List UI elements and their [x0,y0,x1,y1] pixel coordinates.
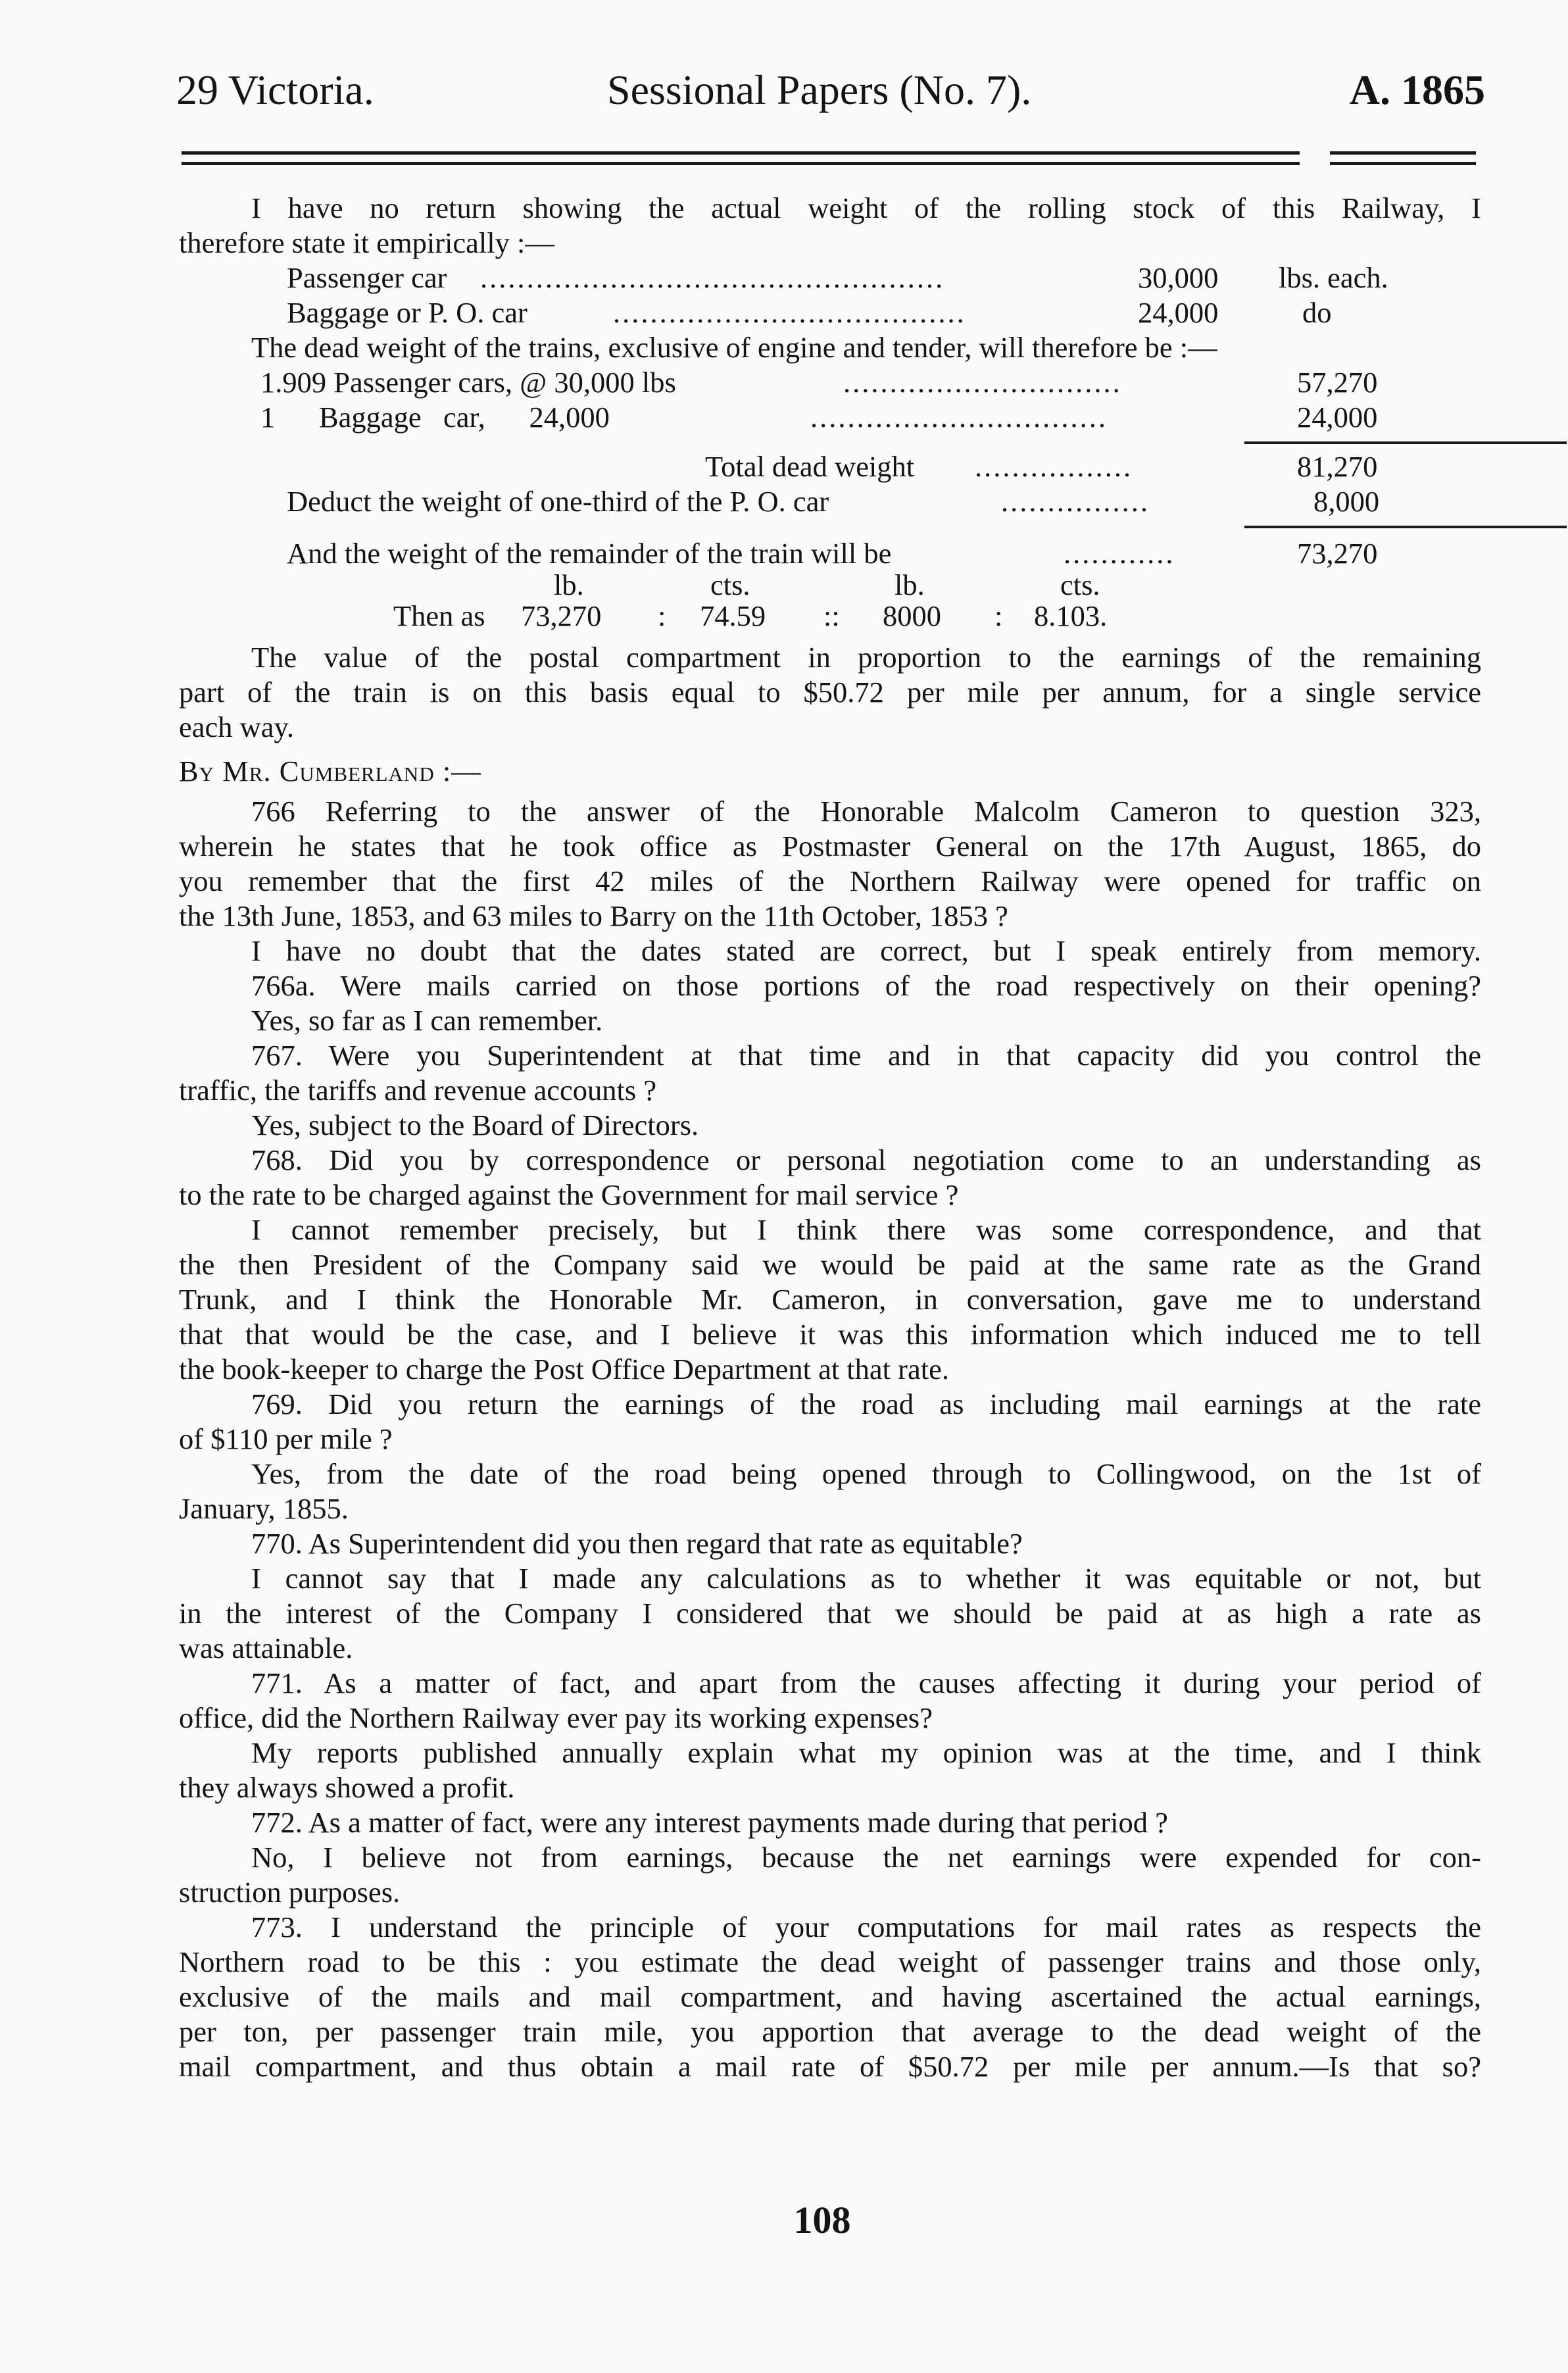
page-body [179,191,1481,2084]
leader-dots: ............ [1064,537,1175,570]
ratio-separator: :: [823,599,840,632]
leader-dots: ................................ [810,401,1108,434]
ratio-separator: : [658,599,666,632]
sum-rule [1244,441,1567,444]
testimony-line: 770. As Superintendent did you then regard that rate as equitable? [251,1527,1023,1560]
testimony-line: 766 Referring to the answer of the Honorable Malcolm Cameron to question 323, [251,795,1481,828]
testimony-line: 773. I understand the principle of your computations for mail rates as respects the [251,1911,1481,1943]
testimony-line: 769. Did you return the earnings of the road as including mail earnings at the rate [251,1387,1481,1420]
testimony-line: 767. Were you Superintendent at that time and in that capacity did you control the [251,1039,1481,1072]
testimony-line: they always showed a profit. [179,1771,515,1804]
running-head-regnal-year: 29 Victoria. [176,66,374,113]
text-line: therefore state it empirically :— [179,226,554,259]
testimony-line: 768. Did you by correspondence or personal negotiation come to an understanding as [251,1143,1481,1176]
total-label: Total dead weight [705,450,915,483]
ratio-term: 8000 [883,599,941,632]
ratio-prefix: Then as [393,599,485,632]
deduct-value: 8,000 [1313,485,1380,518]
leader-dots: ................. [975,450,1133,483]
weight-label: Passenger car [287,261,447,294]
dead-weight-label: 1 Baggage car, 24,000 [260,401,610,434]
dead-weight-row [179,365,1481,400]
ratio-separator: : [994,599,1003,632]
ratio-unit: lb. [554,568,584,601]
weight-unit: lbs. each. [1279,261,1388,294]
testimony [179,794,1481,2084]
testimony-line: was attainable. [179,1632,353,1664]
remainder-row [179,536,1481,571]
testimony-line: No, I believe not from earnings, because the net earnings were expended for con- [251,1841,1481,1874]
testimony-line: January, 1855. [179,1492,349,1525]
dead-weight-label: 1.909 Passenger cars, @ 30,000 lbs [260,366,676,399]
weight-label: Baggage or P. O. car [287,296,527,329]
ratio-line [179,599,1481,634]
testimony-line: My reports published annually explain what my opinion was at the time, and I think [251,1736,1481,1769]
testimony-line: the then President of the Company said we would be paid at the same rate as the Grand [179,1248,1481,1281]
weight-unit: do [1302,296,1332,329]
examiner-heading: By Mr. Cumberland :— [179,755,481,787]
text-line: The dead weight of the trains, exclusive of engine and tender, will therefore be :— [251,331,1217,364]
testimony-line: I have no doubt that the dates stated are correct, but I speak entirely from memory. [251,934,1481,967]
ratio-unit: cts. [710,568,750,601]
testimony-line: office, did the Northern Railway ever pay its working expenses? [179,1701,933,1734]
ratio-unit: cts. [1060,568,1100,601]
testimony-line: that that would be the case, and I believe it was this information which induced me to tell [179,1318,1481,1351]
total-row [179,449,1481,484]
testimony-line: Trunk, and I think the Honorable Mr. Cameron, in conversation, gave me to understand [179,1283,1481,1316]
testimony-line: 771. As a matter of fact, and apart from the causes affecting it during your period of [251,1666,1481,1699]
testimony-line: the book-keeper to charge the Post Office Department at that rate. [179,1353,949,1386]
deduct-label: Deduct the weight of one-third of the P. O. car [287,485,829,518]
text-line: I have no return showing the actual weight of the rolling stock of this Railway, I [251,191,1481,224]
leader-dots: .................................................. [480,261,945,294]
testimony-line: I cannot remember precisely, but I think there was some correspondence, and that [251,1213,1481,1246]
weight-value: 24,000 [1138,296,1219,329]
page-number: 108 [793,2199,851,2241]
dead-weight-row [179,400,1481,435]
testimony-line: Yes, so far as I can remember. [251,1004,603,1037]
testimony-line: of $110 per mile ? [179,1422,393,1455]
ratio-term: 73,270 [521,599,602,632]
sum-rule [1244,526,1567,528]
deduct-row [179,484,1481,519]
testimony-line: 766a. Were mails carried on those portions of the road respectively on their opening? [251,969,1481,1002]
testimony-line: mail compartment, and thus obtain a mail rate of $50.72 per mile per annum.—Is that so? [179,2050,1481,2083]
header-rule [182,151,1300,155]
running-head [176,54,1485,126]
header-rule [182,162,1300,165]
ratio-term: 74.59 [700,599,766,632]
testimony-line: I cannot say that I made any calculations as to whether it was equitable or not, but [251,1562,1481,1595]
weight-row [179,261,1481,295]
testimony-line: wherein he states that he took office as Postmaster General on the 17th August, 1865, do [179,830,1481,862]
testimony-line: exclusive of the mails and mail compartment, and having ascertained the actual earnings, [179,1980,1481,2013]
running-head-year: A. 1865 [1349,66,1485,113]
dead-weight-value: 24,000 [1297,401,1378,434]
weight-value: 30,000 [1138,261,1219,294]
testimony-line: per ton, per passenger train mile, you apportion that average to the dead weight of the [179,2015,1481,2048]
header-rule [1330,162,1476,165]
testimony-line: 772. As a matter of fact, were any interest payments made during that period ? [251,1806,1168,1839]
testimony-line: Yes, subject to the Board of Directors. [251,1109,699,1141]
text-line: part of the train is on this basis equal to $50.72 per mile per annum, for a single service [179,676,1481,709]
text-line: each way. [179,711,295,743]
dead-weight-value: 57,270 [1297,366,1378,399]
leader-dots: .............................. [843,366,1122,399]
ratio-units [179,568,1481,601]
total-value: 81,270 [1297,450,1378,483]
remainder-value: 73,270 [1297,537,1378,570]
testimony-line: struction purposes. [179,1876,401,1909]
weight-row [179,295,1481,330]
text-line: The value of the postal compartment in proportion to the earnings of the remaining [251,641,1481,674]
testimony-line: to the rate to be charged against the Government for mail service ? [179,1178,959,1211]
testimony-line: Yes, from the date of the road being opened through to Collingwood, on the 1st of [251,1457,1481,1490]
testimony-line: the 13th June, 1853, and 63 miles to Barry on the 11th October, 1853 ? [179,899,1008,932]
leader-dots: ................ [1001,485,1150,518]
testimony-line: in the interest of the Company I considered that we should be paid at as high a rate as [179,1597,1481,1630]
remainder-label: And the weight of the remainder of the train will be [287,537,892,570]
testimony-line: traffic, the tariffs and revenue accounts ? [179,1074,657,1107]
running-head-title: Sessional Papers (No. 7). [607,66,1032,113]
testimony-line: you remember that the first 42 miles of the Northern Railway were opened for traffic on [179,864,1481,897]
ratio-term: 8.103. [1034,599,1108,632]
testimony-line: Northern road to be this : you estimate the dead weight of passenger trains and those only, [179,1945,1481,1978]
leader-dots: ...................................... [613,296,966,329]
ratio-unit: lb. [894,568,925,601]
header-rule [1330,151,1476,155]
